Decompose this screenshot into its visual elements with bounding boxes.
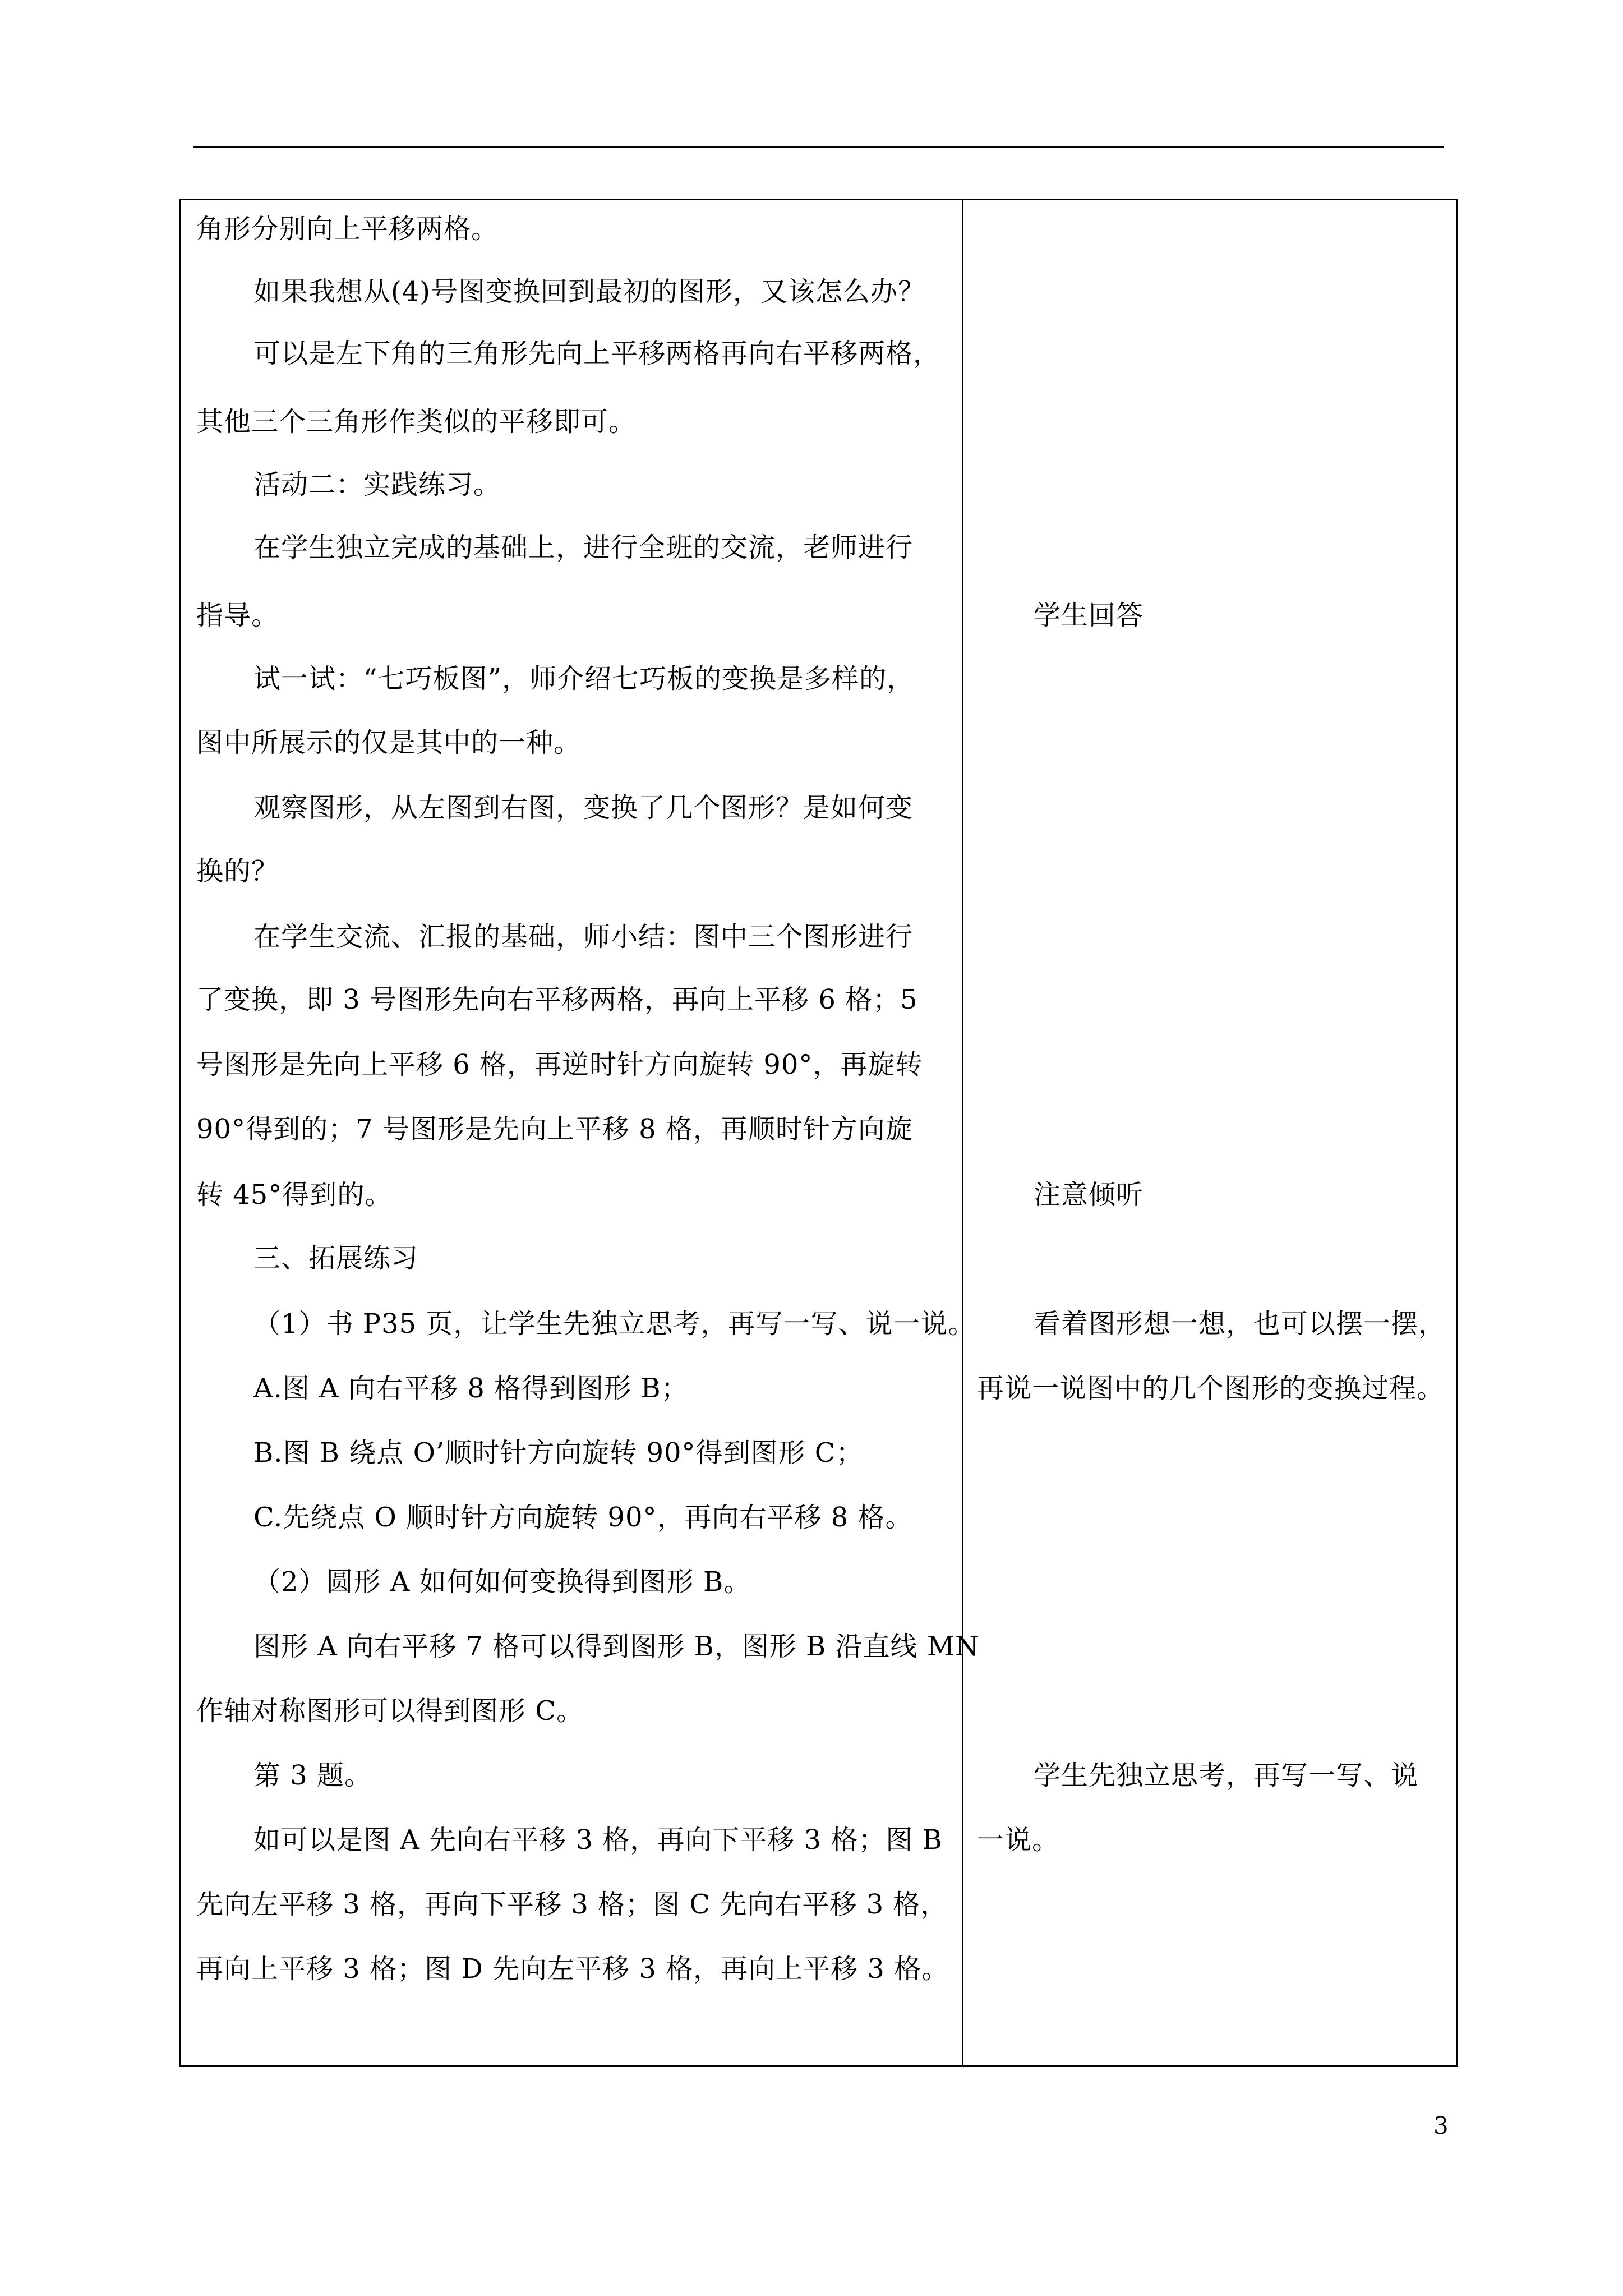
page-number: 3 [1433, 2112, 1449, 2139]
left-text-line: 如果我想从(4)号图变换回到最初的图形，又该怎么办？ [253, 276, 925, 307]
left-text-line: 试一试：“七巧板图”，师介绍七巧板的变换是多样的， [253, 663, 915, 694]
left-text-line: 图中所展示的仅是其中的一种。 [196, 727, 582, 758]
left-text-line: 作轴对称图形可以得到图形 C。 [196, 1695, 584, 1727]
right-text-line: 一说。 [977, 1824, 1060, 1856]
left-text-line: 其他三个三角形作类似的平移即可。 [196, 406, 637, 438]
left-text-line: 观察图形，从左图到右图，变换了几个图形？是如何变 [253, 792, 914, 823]
left-text-line: 图形 A 向右平移 7 格可以得到图形 B，图形 B 沿直线 MN [253, 1631, 979, 1662]
left-text-line: 指导。 [196, 600, 279, 631]
left-text-line: 90°得到的；7 号图形是先向上平移 8 格，再顺时针方向旋 [196, 1114, 913, 1145]
left-text-line: 如可以是图 A 先向右平移 3 格，再向下平移 3 格；图 B [253, 1824, 943, 1856]
left-text-line: 先向左平移 3 格，再向下平移 3 格；图 C 先向右平移 3 格， [196, 1889, 948, 1920]
left-text-line: 活动二：实践练习。 [253, 469, 501, 500]
left-text-line: A.图 A 向右平移 8 格得到图形 B； [253, 1373, 689, 1404]
right-text-line: 看着图形想一想，也可以摆一摆， [1034, 1308, 1446, 1340]
left-text-line: 角形分别向上平移两格。 [196, 213, 499, 245]
left-text-line: 了变换，即 3 号图形先向右平移两格，再向上平移 6 格；5 [196, 984, 918, 1015]
left-text-line: 三、拓展练习 [253, 1243, 419, 1274]
right-text-line: 学生先独立思考，再写一写、说 [1034, 1760, 1419, 1791]
left-text-line: 换的？ [196, 855, 279, 887]
left-text-line: 可以是左下角的三角形先向上平移两格再向右平移两格， [253, 338, 941, 369]
left-text-line: 再向上平移 3 格；图 D 先向左平移 3 格，再向上平移 3 格。 [196, 1953, 949, 1985]
right-text-line: 注意倾听 [1034, 1179, 1144, 1211]
left-text-line: C.先绕点 O 顺时针方向旋转 90°，再向右平移 8 格。 [253, 1502, 913, 1533]
left-text-line: B.图 B 绕点 O’顺时针方向旋转 90°得到图形 C； [253, 1437, 864, 1469]
left-text-line: 转 45°得到的。 [196, 1179, 393, 1211]
right-text-line: 学生回答 [1034, 600, 1144, 631]
column-divider [962, 200, 963, 2065]
right-text-line: 再说一说图中的几个图形的变换过程。 [977, 1373, 1445, 1404]
left-text-line: 号图形是先向上平移 6 格，再逆时针方向旋转 90°，再旋转 [196, 1049, 923, 1080]
left-text-line: 在学生交流、汇报的基础，师小结：图中三个图形进行 [253, 921, 914, 953]
left-text-line: （1）书 P35 页，让学生先独立思考，再写一写、说一说。 [253, 1308, 976, 1340]
header-rule [193, 146, 1444, 148]
left-text-line: （2）圆形 A 如何如何变换得到图形 B。 [253, 1566, 751, 1598]
left-text-line: 第 3 题。 [253, 1760, 372, 1791]
left-text-line: 在学生独立完成的基础上，进行全班的交流，老师进行 [253, 532, 914, 563]
